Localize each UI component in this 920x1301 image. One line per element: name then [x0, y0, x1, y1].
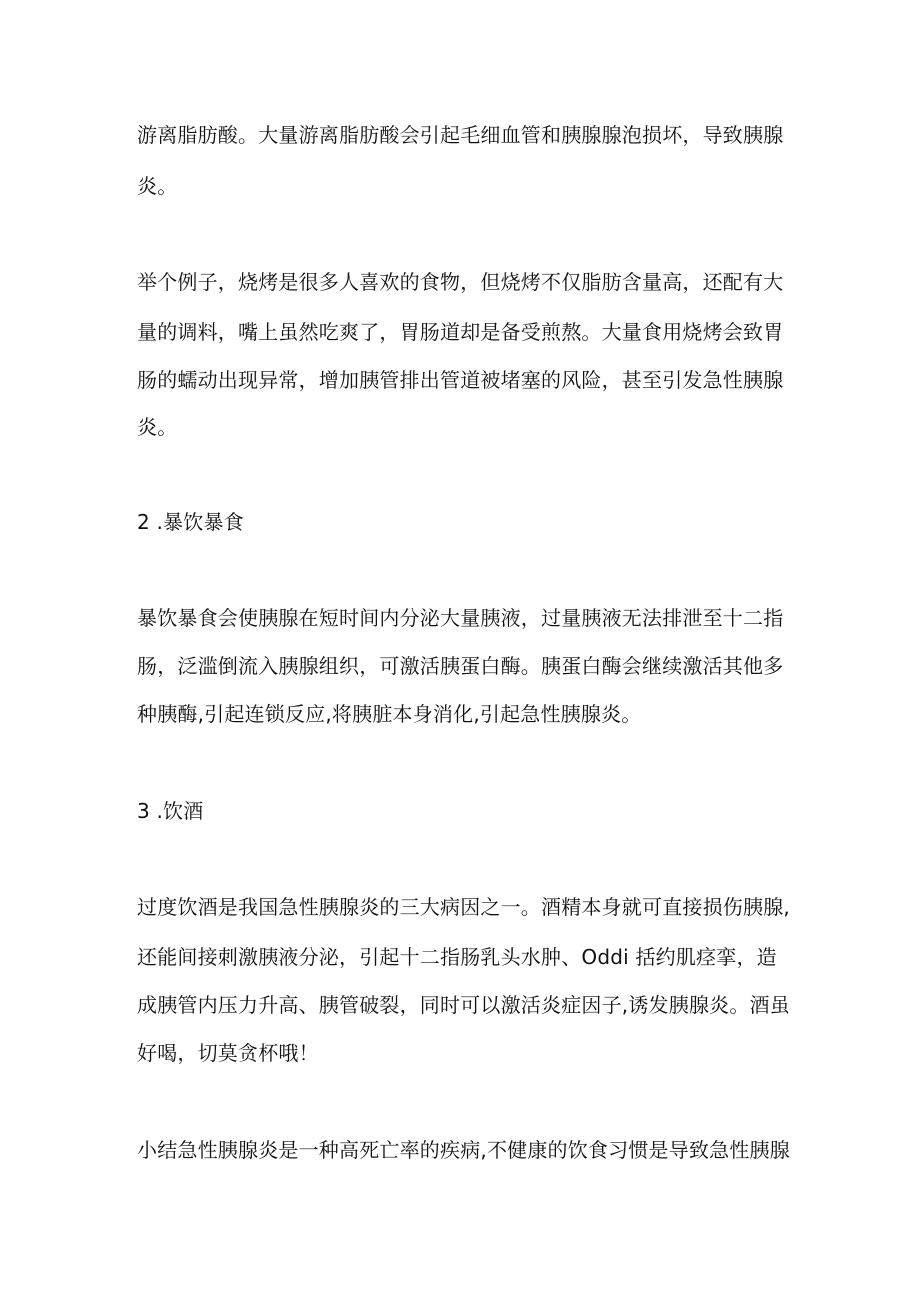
paragraph-4-line-3: 成胰管内压力升高、胰管破裂，同时可以激活炎症因子,诱发胰腺炎。酒虽 [137, 993, 790, 1017]
paragraph-4-line-1: 过度饮酒是我国急性胰腺炎的三大病因之一。酒精本身就可直接损伤胰腺, [137, 895, 790, 919]
paragraph-3-line-1: 暴饮暴食会使胰腺在短时间内分泌大量胰液，过量胰液无法排泄至十二指 [137, 606, 784, 630]
paragraph-3-line-3: 种胰酶,引起连锁反应,将胰脏本身消化,引起急性胰腺炎。 [137, 702, 642, 726]
paragraph-2-line-3: 肠的蠕动出现异常，增加胰管排出管道被堵塞的风险，甚至引发急性胰腺 [137, 368, 784, 392]
paragraph-2-line-4: 炎。 [137, 415, 178, 439]
paragraph-4-line-2: 还能间接刺激胰液分泌，引起十二指肠乳头水肿、Oddi 括约肌痉挛，造 [137, 945, 777, 969]
paragraph-5-line-1: 小结急性胰腺炎是一种高死亡率的疾病,不健康的饮食习惯是导致急性胰腺 [137, 1138, 790, 1162]
paragraph-1-line-1: 游离脂肪酸。大量游离脂肪酸会引起毛细血管和胰腺腺泡损坏，导致胰腺 [137, 123, 784, 147]
section-heading-drinking: 3 .饮酒 [137, 799, 204, 823]
paragraph-2-line-1: 举个例子，烧烤是很多人喜欢的食物，但烧烤不仅脂肪含量高，还配有大 [137, 270, 784, 294]
paragraph-1-line-2: 炎。 [137, 174, 178, 198]
section-heading-binge-eating: 2 .暴饮暴食 [137, 510, 244, 534]
paragraph-3-line-2: 肠，泛滥倒流入胰腺组织，可激活胰蛋白酶。胰蛋白酶会继续激活其他多 [137, 654, 784, 678]
paragraph-2-line-2: 量的调料，嘴上虽然吃爽了，胃肠道却是备受煎熬。大量食用烧烤会致胃 [137, 320, 784, 344]
paragraph-4-line-4: 好喝，切莫贪杯哦！ [137, 1041, 319, 1065]
